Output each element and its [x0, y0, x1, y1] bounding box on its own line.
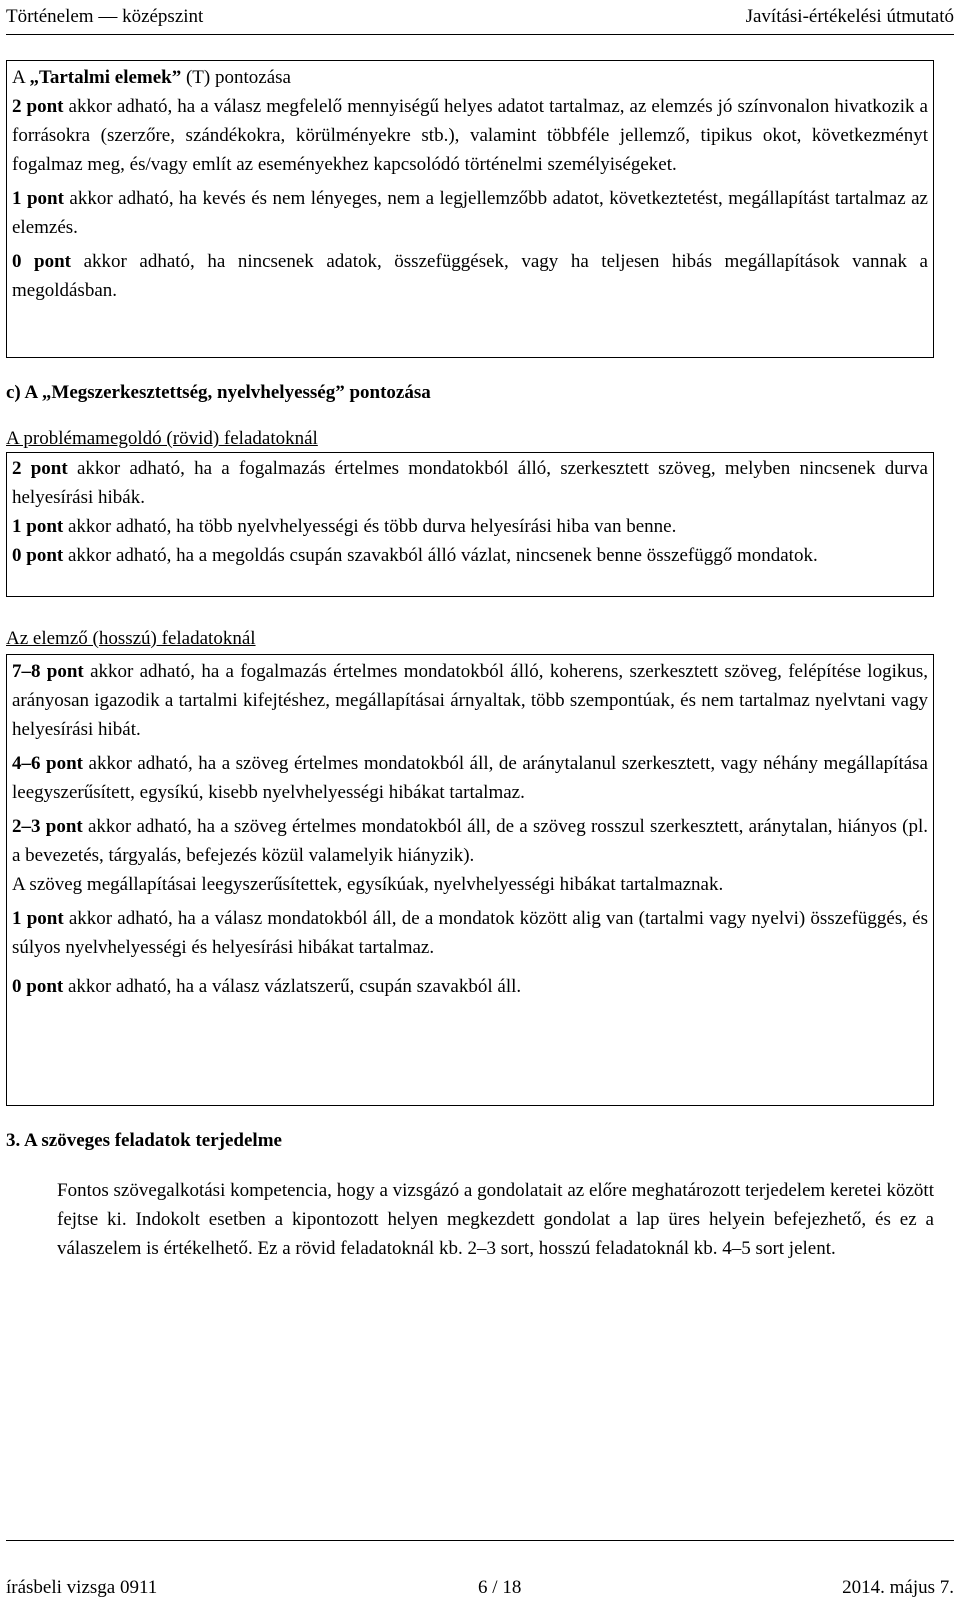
short-score-0: 0 pont akkor adható, ha a megoldás csupán szavakból álló vázlat, nincsenek benne összefüggő mondatok. [12, 545, 818, 566]
long-tasks-subtitle: Az elemző (hosszú) feladatoknál [6, 628, 256, 649]
long-score-2-3: 2–3 pont akkor adható, ha a szöveg értelmes mondatokból áll, de a szöveg rosszul szerkesztett, aránytalan, hiányos (pl. a bevezetés, tárgyalás, befejezés közül valamelyik hiányzik). [12, 816, 928, 866]
title-bold: „Tartalmi elemek” [29, 67, 182, 88]
long-score-0: 0 pont akkor adható, ha a válasz vázlatszerű, csupán szavakból áll. [12, 976, 522, 997]
footer-date: 2014. május 7. [842, 1577, 954, 1598]
section-3-body: Fontos szövegalkotási kompetencia, hogy a vizsgázó a gondolatait az előre meghatározott terjedelem keretei között fejtse ki. Indokolt esetben a kipontozott helyen megkezdett gondolat a lap üres helyein befejezhető, és ez a válaszelem is értékelhető. Ez a rövid feladatoknál kb. 2–3 sort, hosszú feladatoknál kb. 4–5 sort jelent. [57, 1180, 934, 1259]
long-score-7-8: 7–8 pont akkor adható, ha a fogalmazás értelmes mondatokból álló, koherens, szerkesztett szöveg, felépítése logikus, arányosan igazodik a tartalmi kifejtéshez, megállapításai árnyaltak, több szempontúak, és nem tartalmaz nyelvtani vagy helyesírási hibát. [12, 661, 928, 740]
long-score-2-3-continued: A szöveg megállapításai leegyszerűsítettek, egysíkúak, nyelvhelyességi hibákat tartalmaznak. [12, 874, 724, 895]
short-tasks-subtitle: A problémamegoldó (rövid) feladatoknál [6, 428, 318, 449]
box-title: A „Tartalmi elemek” (T) pontozása [12, 67, 291, 88]
footer-page-number: 6 / 18 [478, 1577, 522, 1598]
score-0-paragraph: 0 pont akkor adható, ha nincsenek adatok, összefüggések, vagy ha teljesen hibás megállapítások vannak a megoldásban. [12, 251, 928, 301]
section-3-title: 3. A szöveges feladatok terjedelme [6, 1130, 282, 1151]
short-tasks-box [6, 452, 934, 597]
header-doc-type: Javítási-értékelési útmutató [745, 6, 954, 27]
short-score-2: 2 pont akkor adható, ha a fogalmazás értelmes mondatokból álló, szerkesztett szöveg, melyben nincsenek durva helyesírási hibák. [12, 458, 928, 508]
page-footer [6, 1573, 954, 1602]
content-elements-box [6, 60, 934, 358]
header-subject: Történelem — középszint [6, 6, 204, 27]
long-score-1: 1 pont akkor adható, ha a válasz mondatokból áll, de a mondatok között alig van (tartalmi vagy nyelvi) összefüggés, és súlyos nyelvhelyességi és helyesírási hibákat tartalmaz. [12, 908, 928, 958]
footer-rule [6, 1540, 954, 1541]
long-score-4-6: 4–6 pont akkor adható, ha a szöveg értelmes mondatokból áll, de aránytalanul szerkesztett, vagy néhány megállapítása leegyszerűsített, egysíkú, kisebb nyelvhelyességi hibákat tartalmaz. [12, 753, 928, 803]
score-1-paragraph: 1 pont akkor adható, ha kevés és nem lényeges, nem a legjellemzőbb adatot, következtetést, megállapítást tartalmaz az elemzés. [12, 188, 928, 238]
score-2-paragraph: 2 pont akkor adható, ha a válasz megfelelő mennyiségű helyes adatot tartalmaz, az elemzés jó színvonalon hivatkozik a forrásokra (szerzőre, szándékokra, körülményekre stb.), valamint többféle jellemző, tipikus okot, következményt fogalmaz meg, és/vagy említ az eseményekhez kapcsolódó történelmi személyiségeket. [12, 96, 928, 175]
short-score-1: 1 pont akkor adható, ha több nyelvhelyességi és több durva helyesírási hiba van benne. [12, 516, 677, 537]
section-c-title: c) A „Megszerkesztettség, nyelvhelyesség” pontozása [6, 382, 431, 403]
footer-exam-code: írásbeli vizsga 0911 [6, 1577, 158, 1598]
page-header [6, 0, 954, 35]
long-tasks-box [6, 654, 934, 1106]
